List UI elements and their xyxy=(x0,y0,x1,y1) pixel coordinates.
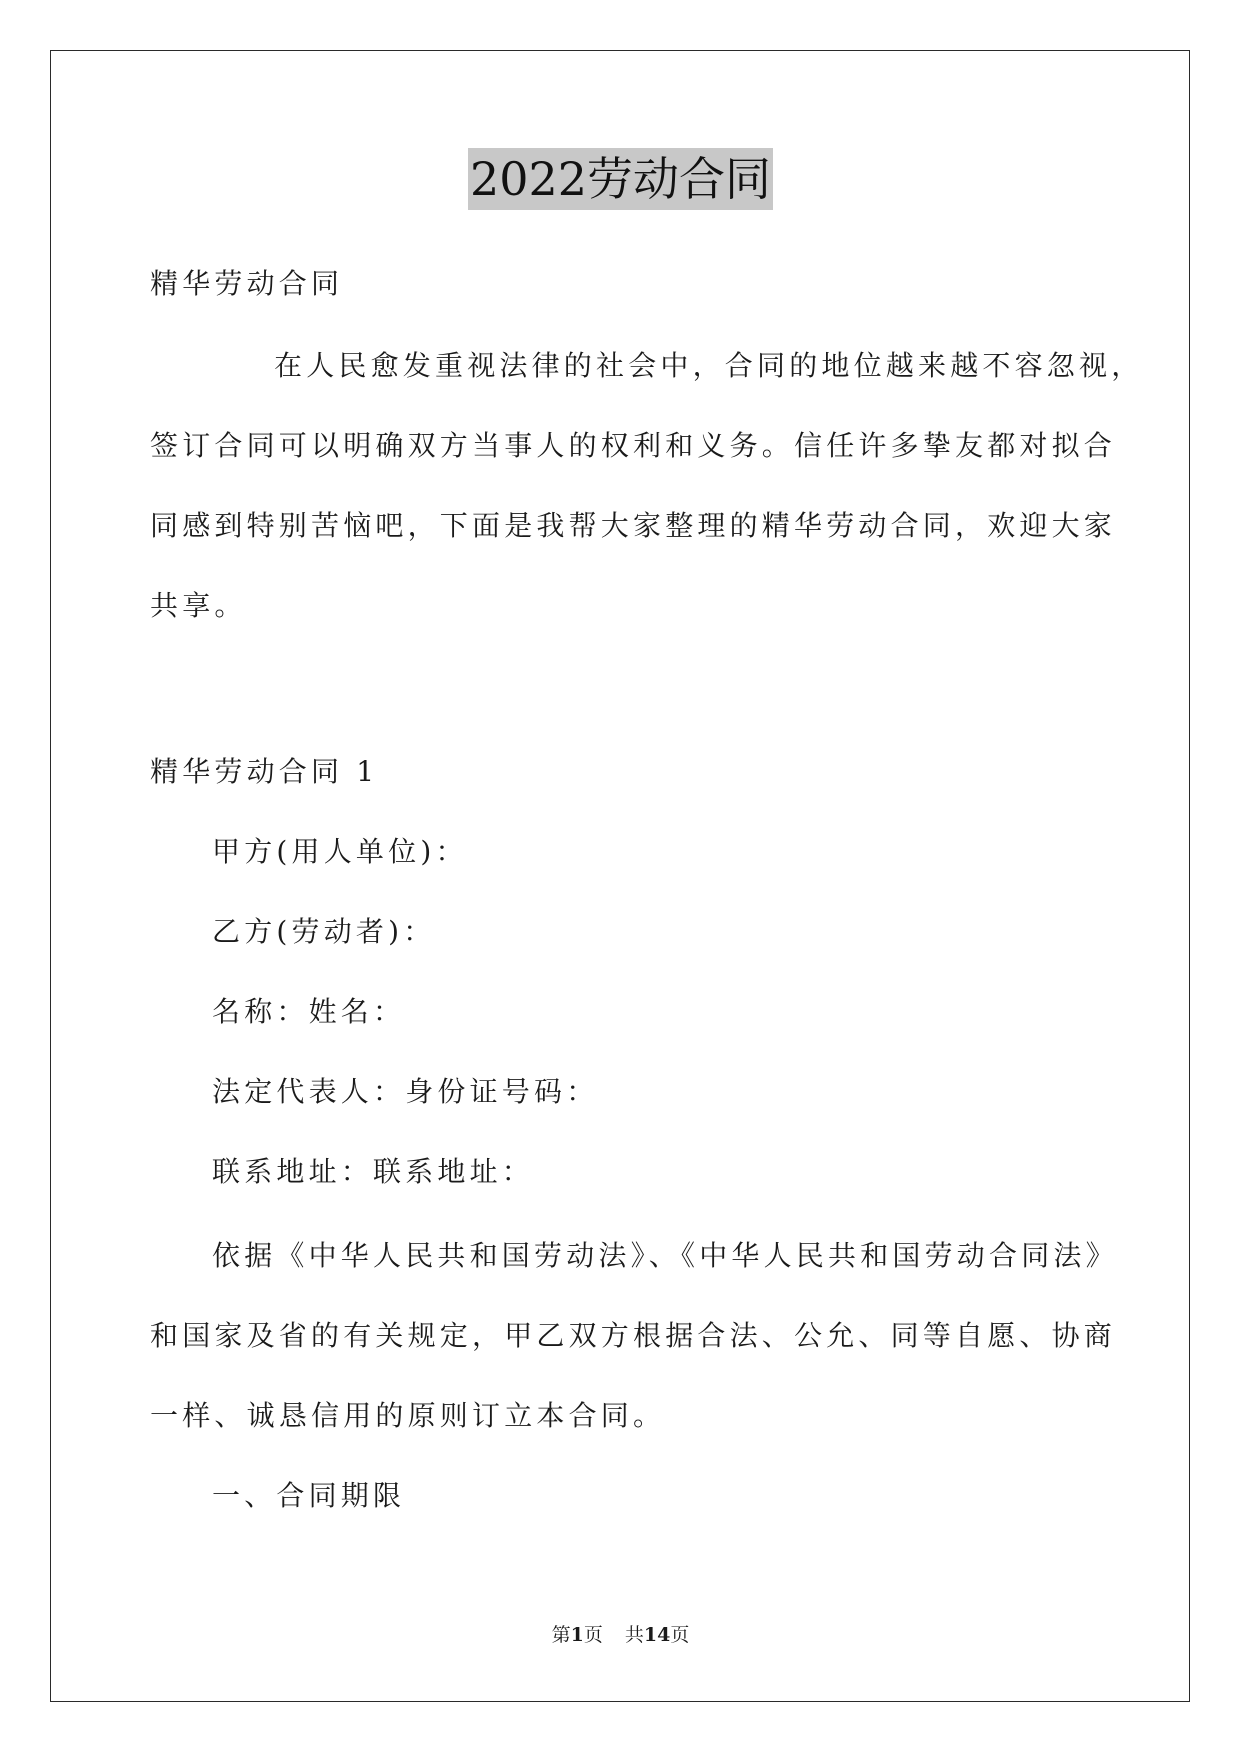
intro-line-1: 在人民愈发重视法律的社会中，合同的地位越来越不容忽视， xyxy=(274,349,1144,382)
subtitle: 精华劳动合同 xyxy=(150,267,344,300)
total-pages: 14 xyxy=(643,1624,671,1646)
clause-heading: 一、合同期限 xyxy=(212,1479,406,1512)
field-address: 联系地址：联系地址： xyxy=(212,1155,535,1188)
page-prefix: 第 xyxy=(551,1624,571,1646)
title-container xyxy=(0,148,1241,210)
document-title: 2022劳动合同 xyxy=(468,148,773,210)
page-suffix: 页 xyxy=(583,1624,603,1646)
page-footer xyxy=(0,1622,1241,1648)
section-heading: 精华劳动合同 1 xyxy=(150,755,379,788)
intro-line-4: 共享。 xyxy=(150,589,247,622)
basis-line-2: 和国家及省的有关规定，甲乙双方根据合法、公允、同等自愿、协商 xyxy=(150,1319,1117,1352)
field-name: 名称：姓名： xyxy=(212,995,406,1028)
intro-line-3: 同感到特别苦恼吧，下面是我帮大家整理的精华劳动合同，欢迎大家 xyxy=(150,509,1117,542)
intro-line-2: 签订合同可以明确双方当事人的权利和义务。信任许多挚友都对拟合 xyxy=(150,429,1117,462)
field-party-a: 甲方(用人单位)： xyxy=(212,835,468,868)
total-prefix: 共 xyxy=(624,1624,644,1646)
page-number: 1 xyxy=(570,1624,584,1646)
basis-line-3: 一样、诚恳信用的原则订立本合同。 xyxy=(150,1399,666,1432)
field-party-b: 乙方(劳动者)： xyxy=(212,915,436,948)
basis-line-1: 依据《中华人民共和国劳动法》、《中华人民共和国劳动合同法》 xyxy=(212,1239,1118,1272)
total-suffix: 页 xyxy=(670,1624,690,1646)
field-legal-rep: 法定代表人：身份证号码： xyxy=(212,1075,599,1108)
